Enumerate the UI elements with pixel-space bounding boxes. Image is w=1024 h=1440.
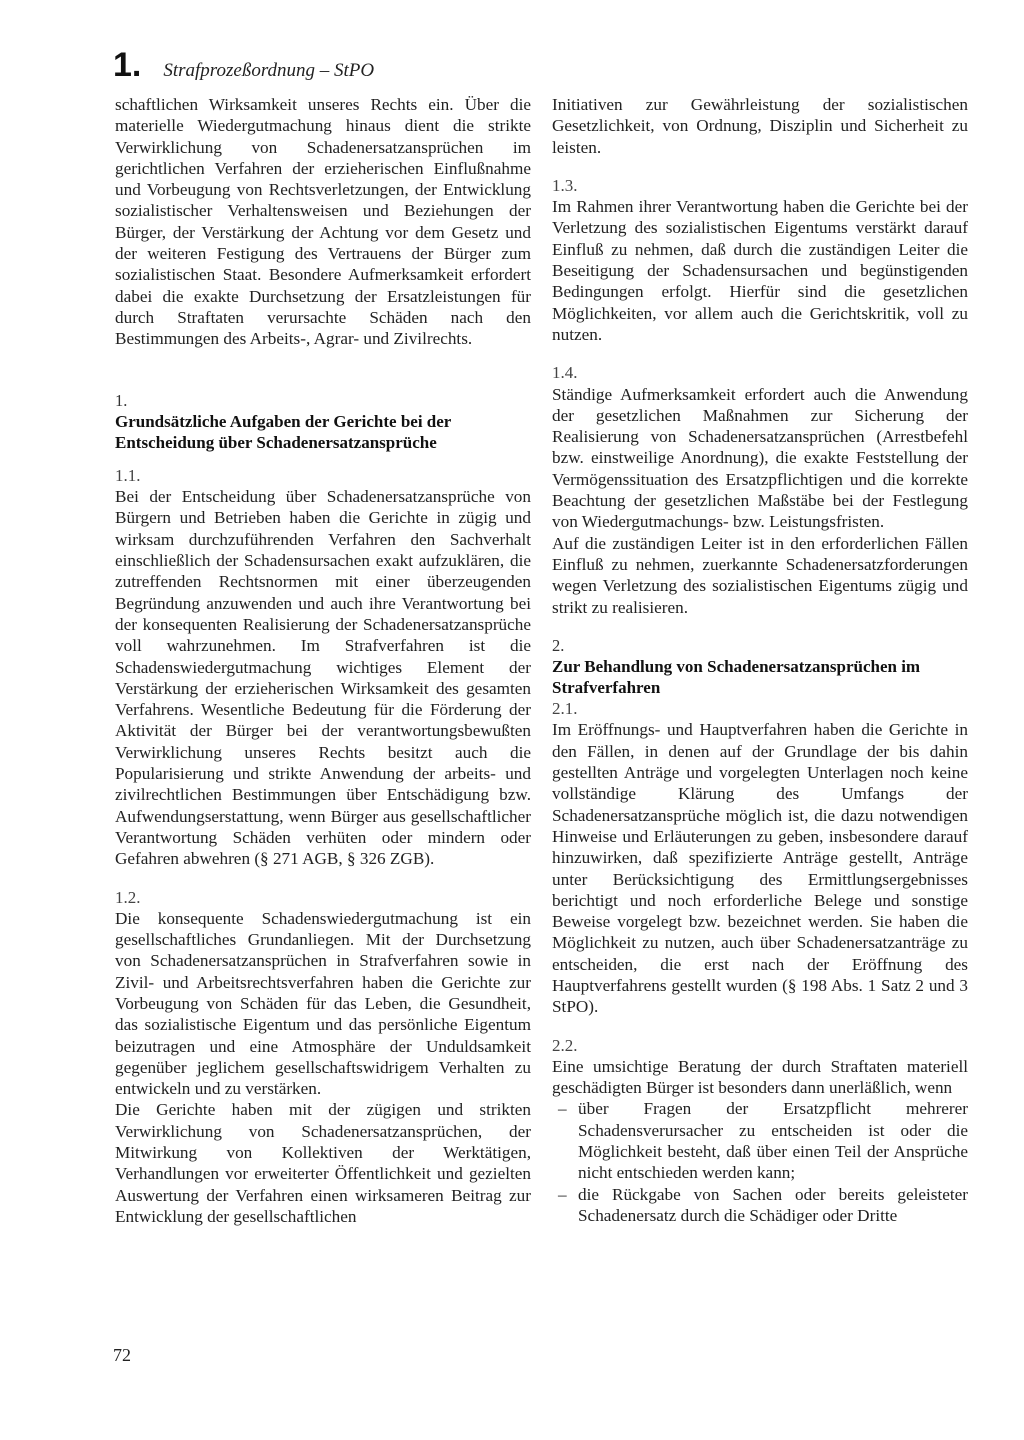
section-1-heading: Grundsätzliche Aufgaben der Gerichte bei der Entscheidung über Schadenersatzansprüche xyxy=(115,411,452,452)
page-header xyxy=(113,46,374,86)
section-2-1-number: 2.1. xyxy=(552,699,578,719)
section-1-1-text: Bei der Entscheidung über Schadenersatzansprüche von Bürgern und Betrieben haben die Gerichte in zügig und wirksam durchzuführenden Verfahren den Sachverhalt einschließlich der Schadensursachen exakt aufzuklären, die zutreffenden Rechtsnormen mit einer überzeugenden Begründung anzuwenden und auch ihre Verantwortung bei der konsequenten Realisierung der Schadenersatzansprüche voll wahrzunehmen. Im Strafverfahren ist die Schadenswiedergutmachung wichtiges Element der Verstärkung der erzieherischen Wirksamkeit des gesamten Verfahrens. Wesentliche Bedeutung für die Förderung der Aktivität der Bürger bei der verantwortungsbewußten Verwirklichung unseres Rechts besitzt auch die Popularisierung und strikte Anwendung der arbeits- und zivilrechtlichen Bestimmungen über Entschädigung bzw. Aufwendungserstattung, wenn Bürger aus gesellschaftlicher Verantwortung Schäden verhüten oder mindern oder Gefahren abwehren (§ 271 AGB, § 326 ZGB). xyxy=(115,487,531,869)
section-1-2-number: 1.2. xyxy=(115,887,141,907)
section-2-2-number: 2.2. xyxy=(552,1035,578,1055)
intro-paragraph: schaftlichen Wirksamkeit unseres Rechts ein. Über die materielle Wiedergutmachung hinaus dient die strikte Verwirklichung von Schadenersatzansprüchen im gerichtlichen Verfahren der erzieherischen Einflußnahme und Vorbeugung von Rechtsverletzungen, der Entwicklung sozialistischer Verhaltensweisen und Beziehungen der Bürger, der Verstärkung der Achtung vor dem Gesetz und der weiteren Festigung des Vertrauens der Bürger zum sozialistischen Staat. Besondere Aufmerksamkeit erfordert dabei die exakte Durchsetzung der Ersatzleistungen für durch Straftaten verursachte Schäden nach den Bestimmungen des Arbeits-, Agrar- und Zivilrechts. xyxy=(115,95,531,349)
section-1-3-text: Im Rahmen ihrer Verantwortung haben die Gerichte bei der Verletzung des sozialistischen Eigentums verstärkt darauf Einfluß zu nehmen, daß durch die zuständigen Leiter die Beseitigung der Schadensursachen und begünstigenden Bedingungen erfolgt. Hierfür sind die gesetzlichen Möglichkeiten, vor allem auch die Gerichtskritik, voll zu nutzen. xyxy=(552,197,968,344)
list-item xyxy=(552,1184,968,1227)
section-1-1-number: 1.1. xyxy=(115,465,141,485)
section-1-4-text-1: Ständige Aufmerksamkeit erfordert auch die Anwendung der gesetzlichen Maßnahmen zur Sicherung der Realisierung von Schadenersatzansprüchen (Arrestbefehl bzw. einstweilige Anordnung), die exakte Feststellung der Vermögenssituation des Ersatzpflichtigen und die korrekte Beachtung der gesetzlichen Maßstäbe bei der Festlegung von Wiedergutmachungs- bzw. Leistungsfristen. xyxy=(552,384,968,532)
section-2-heading: Zur Behandlung von Schadenersatzansprüchen im Strafverfahren xyxy=(552,657,921,698)
list-item xyxy=(552,1098,968,1183)
page-number: 72 xyxy=(113,1345,131,1365)
running-title: Strafprozeßordnung – StPO xyxy=(163,60,375,81)
left-column xyxy=(115,94,531,1227)
section-1-4-number: 1.4. xyxy=(552,363,578,383)
section-2-2-list xyxy=(552,1098,968,1226)
section-2-number: 2. xyxy=(552,635,565,655)
section-2-2-text: Eine umsichtige Beratung der durch Straftaten materiell geschädigten Bürger ist besonders dann unerläßlich, wenn xyxy=(552,1056,968,1098)
dash-marker: – xyxy=(558,1099,567,1119)
section-1-number: 1. xyxy=(115,390,128,410)
section-1-2-text-1: Die konsequente Schadenswiedergutmachung ist ein gesellschaftliches Grundanliegen. Mit der Durchsetzung von Schadenersatzansprüchen in Strafverfahren sowie in Zivil- und Arbeitsrechtsverfahren haben die Gerichte zur Vorbeugung von Schäden für das Leben, die Gesundheit, das sozialistische Eigentum und das persönliche Eigentum beizutragen und eine Atmosphäre der Unduldsamkeit gegenüber jeglichem gesellschaftswidrigem Verhalten zu entwickeln und zu verstärken. xyxy=(115,908,531,1099)
list-item-text: über Fragen der Ersatzpflicht mehrerer Schadensverursacher zu entscheiden ist oder die Möglichkeit besteht, daß über einen Teil der Ansprüche nicht entschieden werden kann; xyxy=(578,1099,968,1183)
section-1-3-number: 1.3. xyxy=(552,175,578,195)
dash-marker: – xyxy=(558,1184,567,1204)
list-item-text: die Rückgabe von Sachen oder bereits geleisteter Schadenersatz durch die Schädiger oder Dritte xyxy=(578,1184,968,1225)
section-1-2-text-2: Die Gerichte haben mit der zügigen und strikten Verwirklichung von Schadenersatzansprüchen, der Mitwirkung von Kollektiven der Werktätigen, Verhandlungen vor erweiterter Öffentlichkeit und gezielten Auswertung der Verfahren einen wirksameren Beitrag zur Entwicklung der gesellschaftlichen xyxy=(115,1100,531,1226)
continuation-paragraph: Initiativen zur Gewährleistung der sozialistischen Gesetzlichkeit, von Ordnung, Disziplin und Sicherheit zu leisten. xyxy=(552,95,968,157)
chapter-number: 1. xyxy=(113,46,142,84)
section-1-4-text-2: Auf die zuständigen Leiter ist in den erforderlichen Fällen Einfluß zu nehmen, zuerkannte Schadenersatzforderungen wegen Verletzung des sozialistischen Eigentums zügig und strikt zu realisieren. xyxy=(552,533,968,617)
right-column xyxy=(552,94,968,1226)
section-2-1-text: Im Eröffnungs- und Hauptverfahren haben die Gerichte in den Fällen, in denen auf der Grundlage der bis dahin gestellten Anträge und vorgelegten Unterlagen noch keine vollständige Klärung des Umfangs der Schadenersatzansprüche möglich ist, die dazu notwendigen Hinweise und Erläuterungen zu geben, insbesondere darauf hinzuwirken, daß spezifizierte Anträge gestellt, Anträge unter Berücksichtigung des Ermittlungsergebnisses berichtigt und noch erforderliche Belege und sonstige Beweise vorgelegt bzw. bezeichnet werden. Sie haben die Möglichkeit zu nutzen, auch über Schadenersatzanträge zu entscheiden, die erst nach der Eröffnung des Hauptverfahrens gestellt wurden (§ 198 Abs. 1 Satz 2 und 3 StPO). xyxy=(552,720,968,1017)
